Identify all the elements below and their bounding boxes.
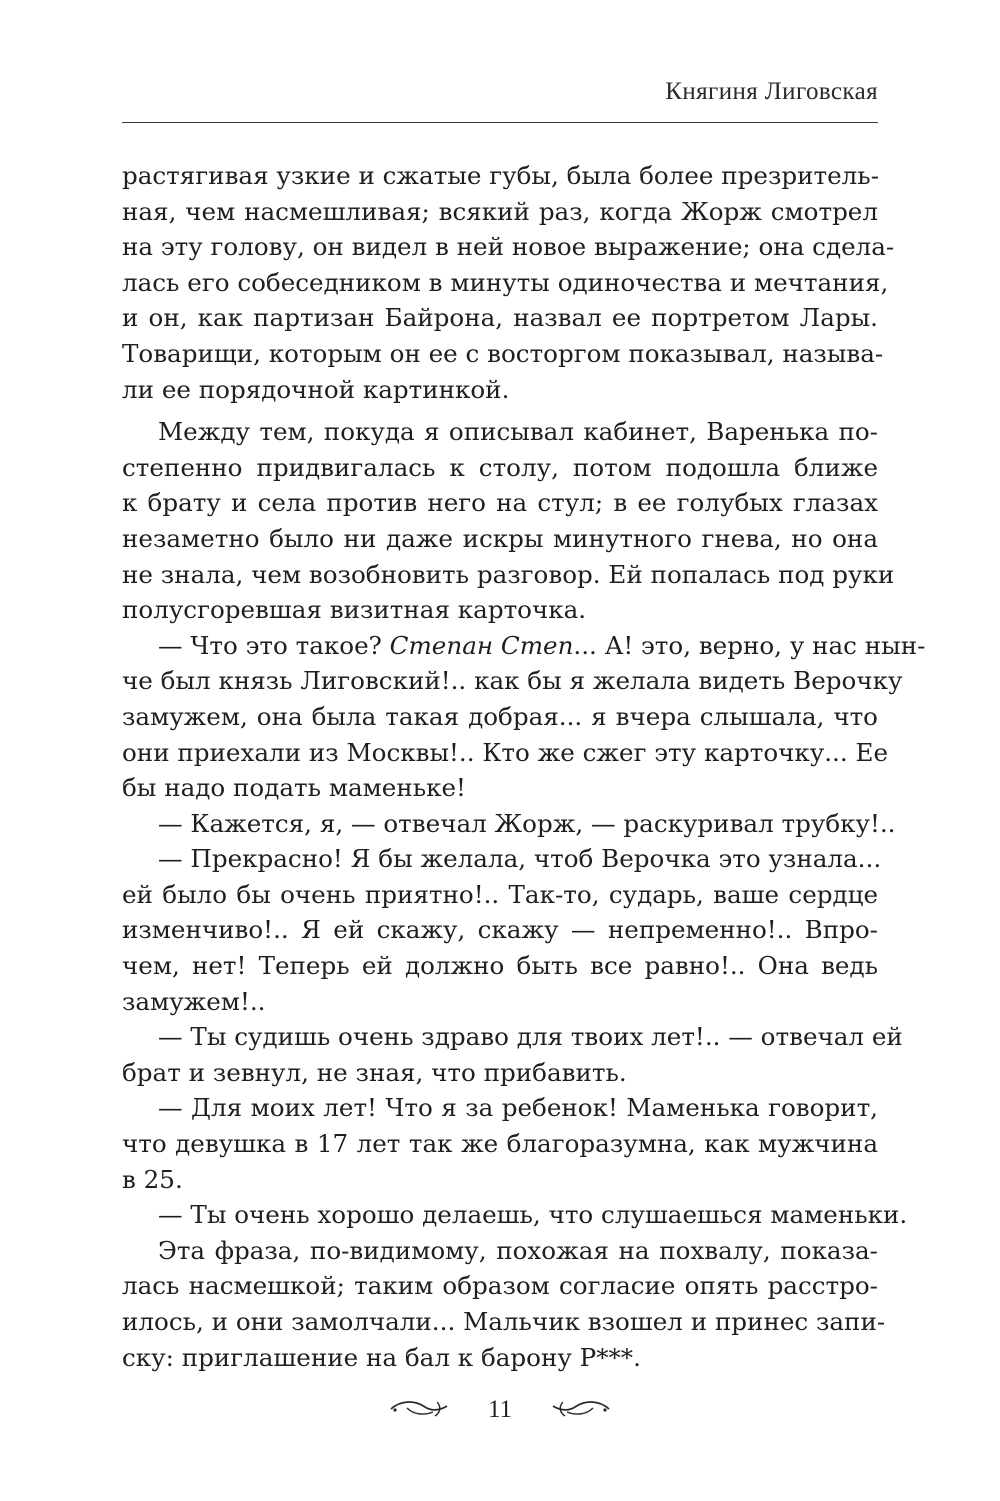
text-line: в 25. xyxy=(122,1164,183,1194)
body-text xyxy=(122,158,926,1375)
text-line: что девушка в 17 лет так же благоразумна, как мужчина xyxy=(122,1129,878,1159)
text-line: лась насмешкой; таким образом согласие опять расстро- xyxy=(122,1271,878,1301)
dialogue-start: — Что это такое? xyxy=(158,630,390,660)
text-line: ная, чем насмешливая; всякий раз, когда Жорж смотрел xyxy=(122,196,878,226)
text-line: — Ты очень хорошо делаешь, что слушаешься маменьки. xyxy=(158,1200,908,1230)
text-line: — Кажется, я, — отвечал Жорж, — раскуривал трубку!.. xyxy=(158,808,896,838)
text-line: и он, как партизан Байрона, назвал ее портретом Лары. xyxy=(122,303,878,333)
italic-card-name: Степан Степ xyxy=(389,630,574,660)
text-line: на эту голову, он видел в ней новое выражение; она сдела- xyxy=(122,232,895,262)
text-line: изменчиво!.. Я ей скажу, скажу — непременно!.. Впро- xyxy=(122,915,878,945)
text-line: илось, и они замолчали... Мальчик взошел и принес запи- xyxy=(122,1307,886,1336)
text-line: чем, нет! Теперь ей должно быть все равно!.. Она ведь xyxy=(122,951,878,981)
running-title: Княгиня Лиговская xyxy=(665,78,878,105)
flourish-right-icon xyxy=(549,1396,611,1424)
flourish-left-icon xyxy=(389,1396,451,1424)
text-line: бы надо подать маменьке! xyxy=(122,773,466,803)
text-line: ску: приглашение на бал к барону Р***. xyxy=(122,1342,641,1372)
paragraph-gap xyxy=(122,407,878,414)
page-footer xyxy=(0,1396,1000,1432)
text-line: к брату и села против него на стул; в ее голубых глазах xyxy=(122,488,878,518)
text-line: Товарищи, которым он ее с восторгом показывал, называ- xyxy=(122,338,884,368)
header-rule xyxy=(122,122,878,123)
text-line: ли ее порядочной картинкой. xyxy=(122,374,510,404)
text-line: замужем!.. xyxy=(122,986,266,1016)
text-line: брат и зевнул, не зная, что прибавить. xyxy=(122,1057,627,1087)
text-line: они приехали из Москвы!.. Кто же сжег эту карточку... Ее xyxy=(122,737,889,767)
text-line: Эта фраза, по-видимому, похожая на похвалу, показа- xyxy=(158,1235,878,1265)
page-number: 11 xyxy=(487,1396,513,1423)
text-line: лась его собеседником в минуты одиночества и мечтания, xyxy=(122,267,889,297)
text-line: — Ты судишь очень здраво для твоих лет!.. — отвечал ей xyxy=(158,1022,903,1052)
text-line: не знала, чем возобновить разговор. Ей попалась под руки xyxy=(122,559,895,589)
text-line: степенно придвигалась к столу, потом подошла ближе xyxy=(122,452,878,482)
text-line: незаметно было ни даже искры минутного гнева, но она xyxy=(122,523,878,553)
text-line: ей было бы очень приятно!.. Так-то, сударь, ваше сердце xyxy=(122,879,878,909)
text-line: замужем, она была такая добрая... я вчера слышала, что xyxy=(122,701,878,731)
text-line: че был князь Лиговский!.. как бы я желала видеть Верочку xyxy=(122,666,903,696)
text-line: полусгоревшая визитная карточка. xyxy=(122,595,587,625)
dialogue-rest: ... А! это, верно, у нас нын- xyxy=(573,630,926,660)
text-line: — Для моих лет! Что я за ребенок! Маменька говорит, xyxy=(158,1093,878,1123)
text-line: — Прекрасно! Я бы желала, чтоб Верочка это узнала... xyxy=(158,844,882,874)
text-line-mixed xyxy=(122,628,926,664)
text-line: растягивая узкие и сжатые губы, была более презритель- xyxy=(122,161,880,190)
text-line: Между тем, покуда я описывал кабинет, Варенька по- xyxy=(158,417,878,447)
